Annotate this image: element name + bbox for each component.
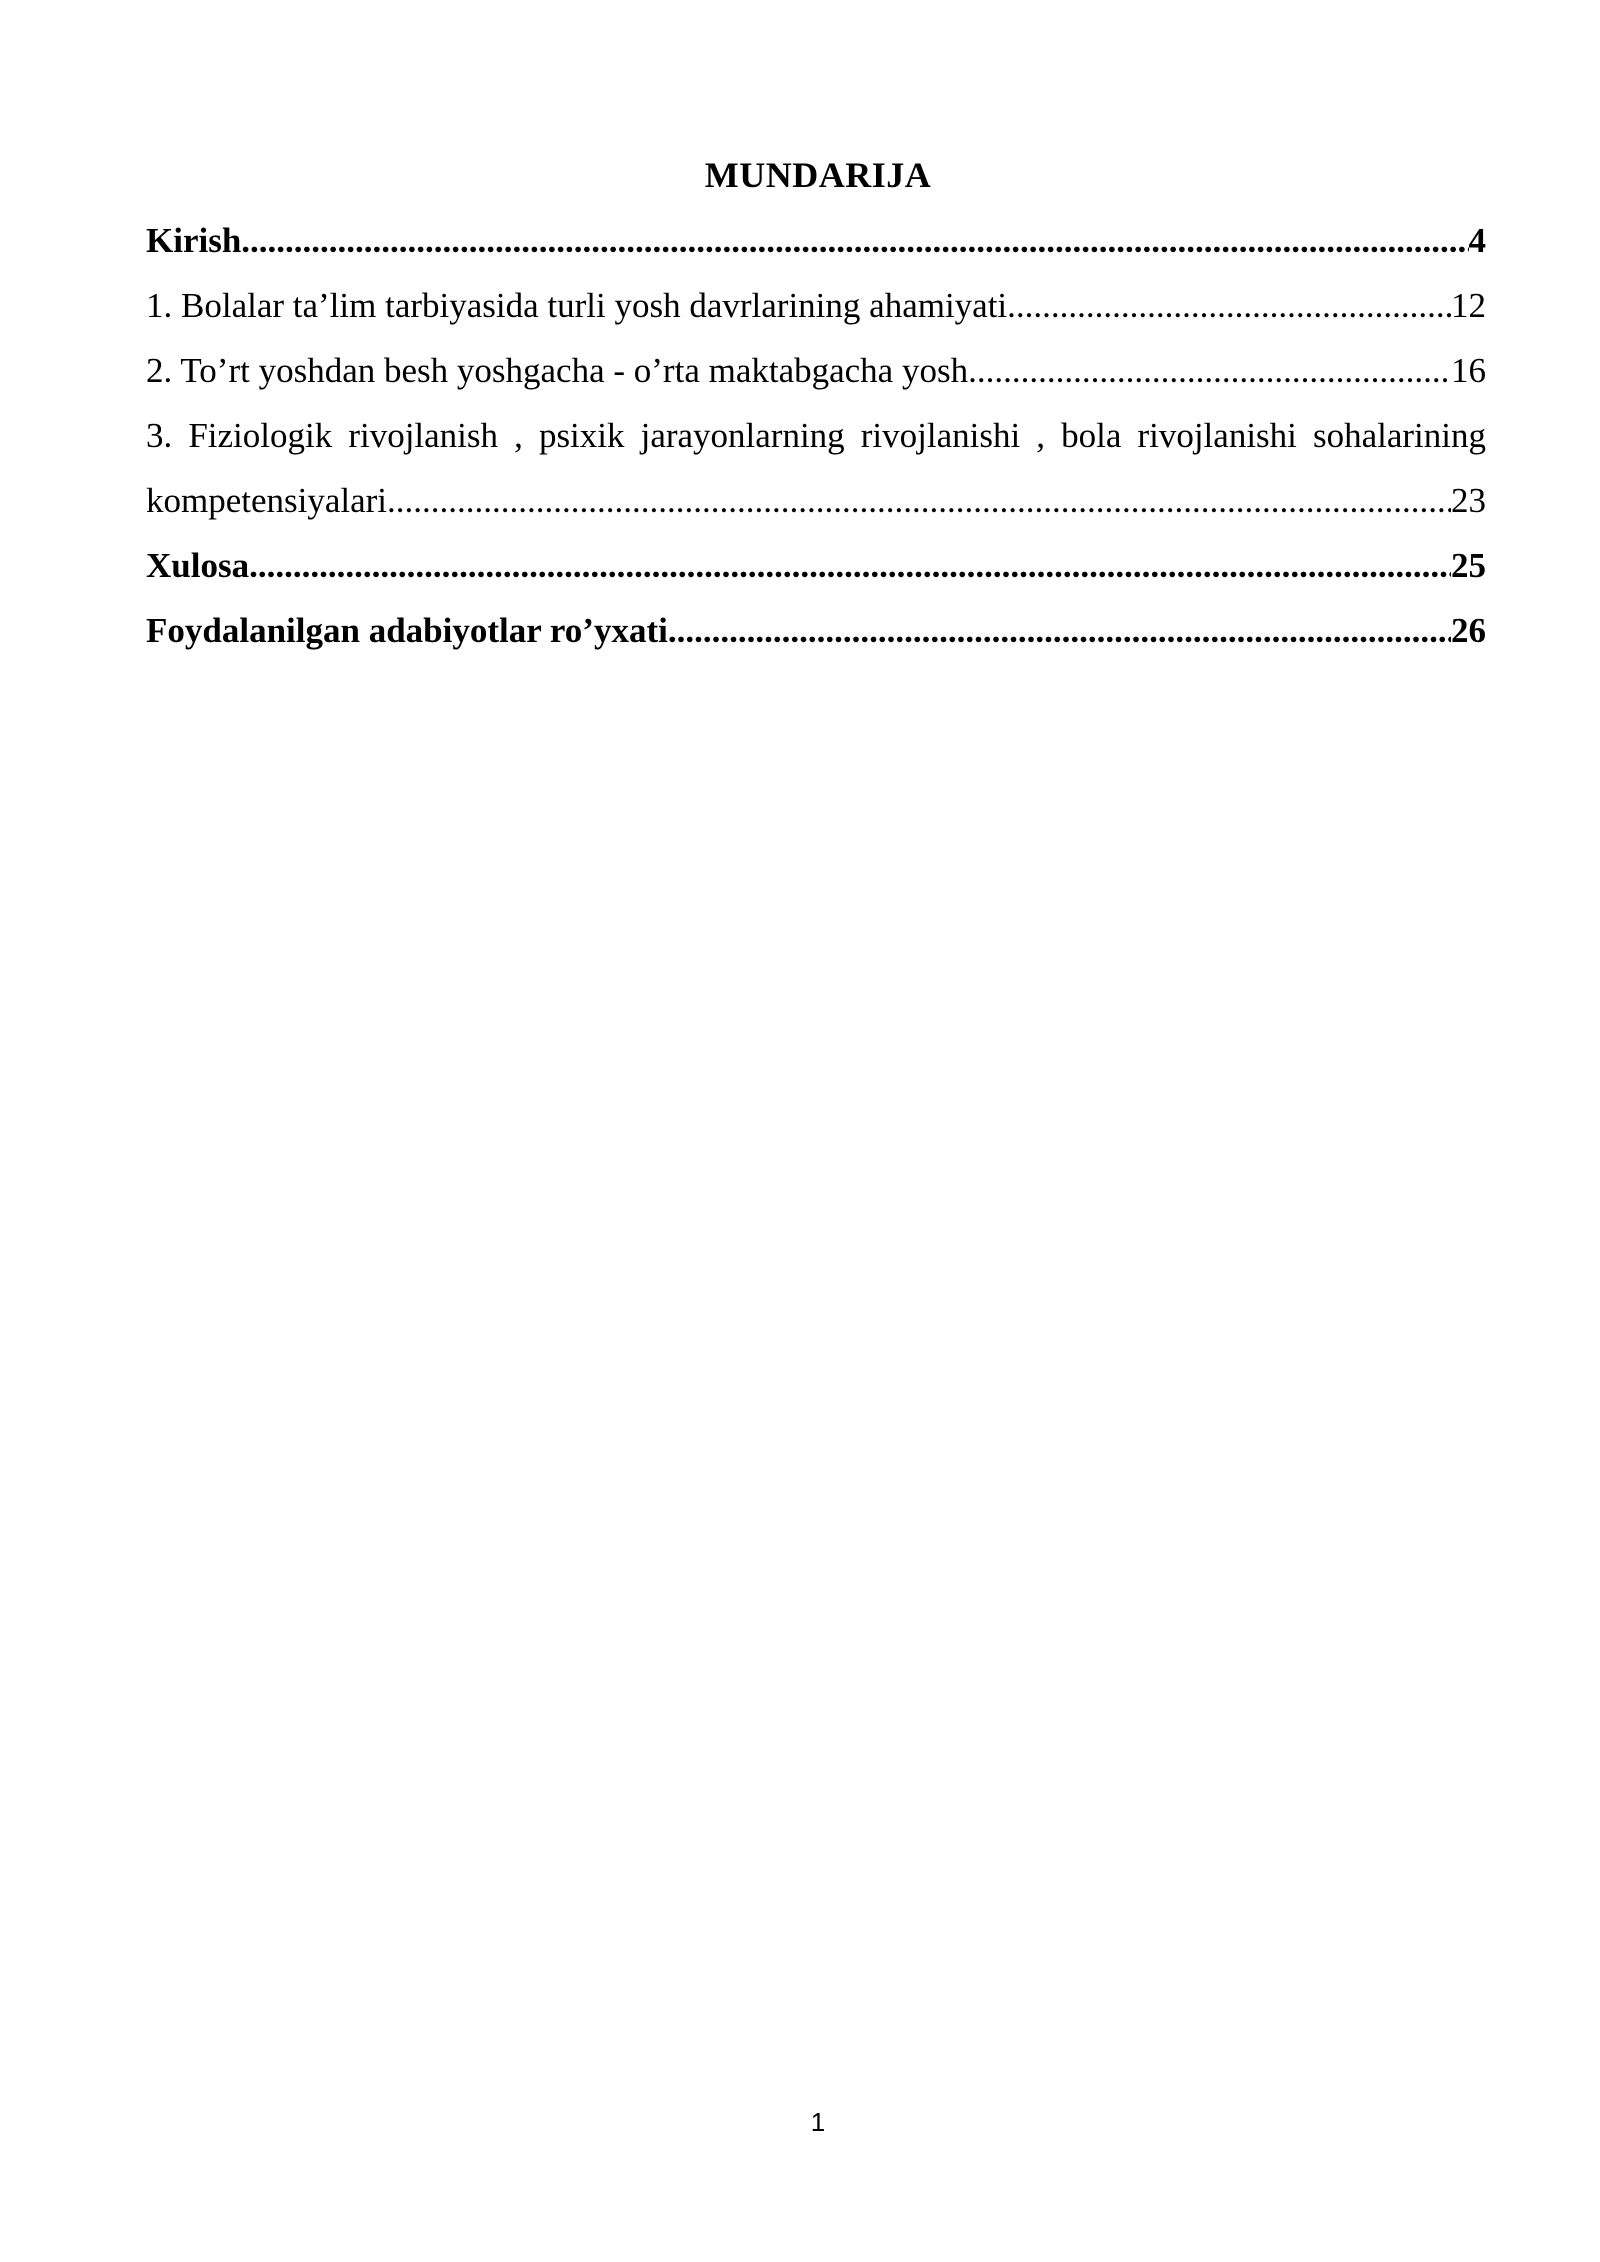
- toc-dot-leader: [241, 218, 1468, 264]
- toc-dot-leader: [1007, 283, 1451, 329]
- toc-dot-leader: [668, 608, 1451, 654]
- toc-entry-page: 23: [1451, 481, 1486, 520]
- toc-entry-page: 12: [1451, 286, 1486, 325]
- toc-entry-continuation: [146, 478, 1486, 543]
- page-number: 1: [810, 2107, 826, 2137]
- toc-entry-kirish[interactable]: [146, 218, 1486, 283]
- toc-entry-page: 26: [1451, 611, 1486, 650]
- toc-entry-page: 4: [1468, 221, 1486, 260]
- toc-entry-xulosa[interactable]: [146, 543, 1486, 608]
- toc-entry-page: 16: [1451, 351, 1486, 390]
- toc-entry-label: Kirish: [146, 221, 242, 260]
- toc-entry-section-1[interactable]: [146, 283, 1486, 348]
- table-of-contents: [146, 218, 1486, 673]
- toc-entry-label: Foydalanilgan adabiyotlar ro’yxati: [146, 611, 668, 650]
- toc-entry-section-2[interactable]: [146, 348, 1486, 413]
- toc-entry-label: 1. Bolalar ta’lim tarbiyasida turli yosh davrlarining ahamiyati: [146, 286, 1008, 325]
- toc-dot-leader: [968, 348, 1451, 394]
- toc-dot-leader: [249, 543, 1451, 589]
- toc-entry-label: Xulosa: [146, 546, 250, 585]
- toc-entry-label: 2. To’rt yoshdan besh yoshgacha - o’rta maktabgacha yosh: [146, 351, 969, 390]
- toc-dot-leader: [387, 478, 1451, 524]
- page-title: MUNDARIJA: [704, 155, 932, 195]
- toc-entry-page: 25: [1451, 546, 1486, 585]
- toc-entry-label-line1: 3. Fiziologik rivojlanish , psixik jarayonlarning rivojlanishi , bola rivojlanishi sohalarining: [146, 416, 1486, 455]
- toc-entry-section-3[interactable]: [146, 413, 1486, 543]
- toc-entry-references[interactable]: [146, 608, 1486, 673]
- toc-entry-label-line2: kompetensiyalari: [146, 481, 388, 520]
